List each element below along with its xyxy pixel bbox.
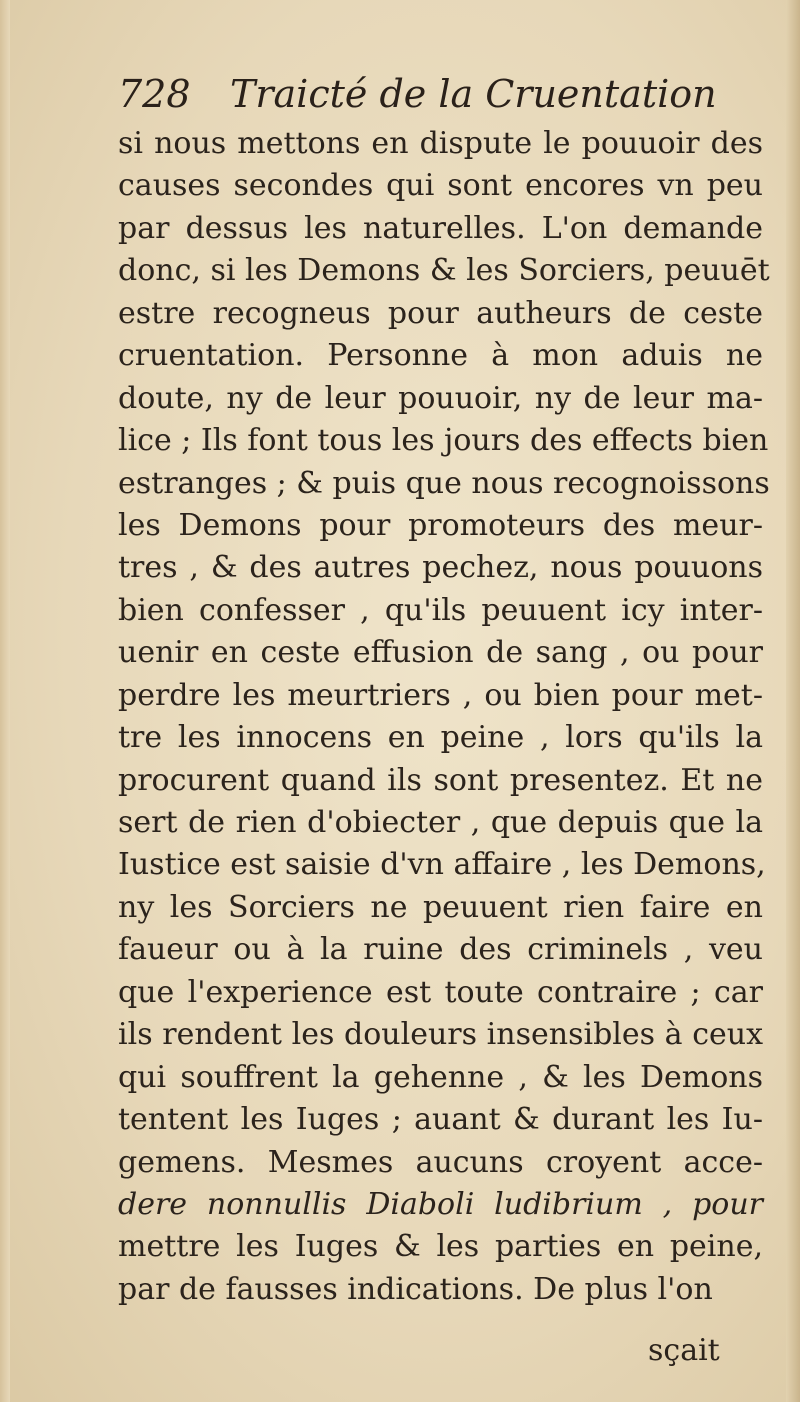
text-line: perdre les meurtriers , ou bien pour met-	[118, 677, 763, 713]
text-line: tentent les Iuges ; auant & durant les Iu-	[118, 1102, 763, 1138]
page-number: 728	[118, 72, 191, 116]
text-line: donc, si les Demons & les Sorciers, peuuēt	[118, 253, 770, 289]
text-line: estranges ; & puis que nous recognoissons	[118, 465, 770, 501]
text-line: estre recogneus pour autheurs de ceste	[118, 295, 763, 331]
text-line: par de fausses indications. De plus l'on	[118, 1271, 713, 1307]
text-line: Iustice est saisie d'vn affaire , les Demons,	[118, 847, 766, 883]
text-line: par dessus les naturelles. L'on demande	[118, 210, 763, 246]
text-line: gemens. Mesmes aucuns croyent acce-	[118, 1144, 763, 1180]
text-line: les Demons pour promoteurs des meur-	[118, 507, 763, 543]
text-line: ils rendent les douleurs insensibles à ceux	[118, 1017, 763, 1053]
catchword: sçait	[648, 1333, 720, 1368]
body-text	[118, 123, 770, 1311]
text-line: que l'experience est toute contraire ; car	[118, 974, 763, 1010]
text-line: faueur ou à la ruine des criminels , veu	[118, 932, 763, 968]
text-line: si nous mettons en dispute le pouuoir des	[118, 126, 763, 161]
text-line: uenir en ceste effusion de sang , ou pour	[118, 635, 763, 671]
text-line: bien confesser , qu'ils peuuent icy inter-	[118, 592, 763, 628]
text-line: tres , & des autres pechez, nous pouuons	[118, 550, 763, 586]
text-line: tre les innocens en peine , lors qu'ils la	[118, 720, 763, 756]
running-head	[118, 68, 758, 120]
page-left-edge	[0, 0, 10, 1402]
text-line: ny les Sorciers ne peuuent rien faire en	[118, 889, 763, 925]
text-line: causes secondes qui sont encores vn peu	[118, 168, 763, 204]
text-line: sert de rien d'obiecter , que depuis que la	[118, 805, 763, 840]
text-line: cruentation. Personne à mon aduis ne	[118, 338, 763, 374]
running-title: Traicté de la Cruentation	[230, 72, 717, 116]
text-line: mettre les Iuges & les parties en peine,	[118, 1229, 763, 1265]
text-line: lice ; Ils font tous les jours des effects bien	[118, 423, 769, 459]
text-line-latin: dere nonnullis Diaboli ludibrium , pour	[118, 1186, 763, 1222]
text-line: procurent quand ils sont presentez. Et ne	[118, 762, 763, 798]
page-right-edge	[786, 0, 800, 1402]
text-line: qui souffrent la gehenne , & les Demons	[118, 1059, 763, 1095]
text-line: doute, ny de leur pouuoir, ny de leur ma-	[118, 380, 763, 416]
